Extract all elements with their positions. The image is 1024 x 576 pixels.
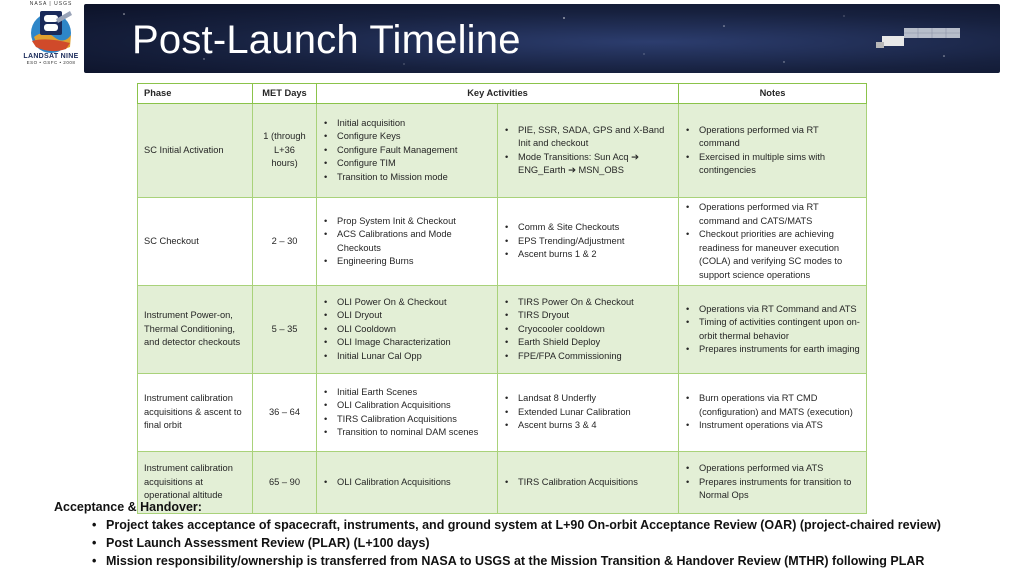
acceptance-handover-section — [54, 498, 1014, 570]
list-item: • Transition to nominal DAM scenes — [337, 426, 491, 440]
logo-top-text: NASA | USGS — [29, 1, 73, 7]
phase-cell: SC Initial Activation — [138, 104, 253, 198]
list-item: • Timing of activities contingent upon on-orbit thermal behavior — [699, 316, 860, 343]
list-item: • FPE/FPA Commissioning — [518, 350, 672, 364]
met-days-cell: 2 – 30 — [253, 198, 317, 286]
notes-cell — [679, 286, 867, 374]
list-item: • Operations performed via RT command and CATS/MATS — [699, 201, 860, 228]
list-item: • ACS Calibrations and Mode Checkouts — [337, 228, 491, 255]
list-item: • Configure Keys — [337, 130, 491, 144]
notes-cell — [679, 374, 867, 452]
table-row — [138, 286, 867, 374]
activities-cell — [317, 104, 498, 198]
list-item: • OLI Dryout — [337, 309, 491, 323]
list-item: • Operations performed via ATS — [699, 462, 860, 476]
column-header-key-activities: Key Activities — [317, 84, 679, 104]
activities-cell — [498, 374, 679, 452]
list-item: • Checkout priorities are achieving readiness for maneuver execution (COLA) and verifying SC modes to support science operations — [699, 228, 860, 282]
list-item: • Initial Earth Scenes — [337, 386, 491, 400]
list-item: • Transition to Mission mode — [337, 171, 491, 185]
phase-cell: Instrument calibration acquisitions at operational altitude — [138, 452, 253, 514]
list-item: • TIRS Calibration Acquisitions — [337, 413, 491, 427]
list-item: • Cryocooler cooldown — [518, 323, 672, 337]
list-item: • Mode Transitions: Sun Acq ➔ ENG_Earth ➔ MSN_OBS — [518, 151, 672, 178]
list-item: • Configure Fault Management — [337, 144, 491, 158]
list-item: • Instrument operations via ATS — [699, 419, 860, 433]
table-header-row — [138, 84, 867, 104]
activities-cell — [498, 286, 679, 374]
column-header-met-days: MET Days — [253, 84, 317, 104]
list-item: • EPS Trending/Adjustment — [518, 235, 672, 249]
met-days-cell: 36 – 64 — [253, 374, 317, 452]
logo-bottom-text: ESO • GSFC • 2008 — [26, 60, 76, 65]
logo-name: LANDSAT NINE — [23, 53, 79, 60]
list-item: • Mission responsibility/ownership is transferred from NASA to USGS at the Mission Transition & Handover Review (MTHR) following PLAR — [106, 552, 1014, 570]
column-header-notes: Notes — [679, 84, 867, 104]
landsat-logo — [18, 0, 84, 76]
list-item: • Initial acquisition — [337, 117, 491, 131]
list-item: • OLI Calibration Acquisitions — [337, 476, 491, 490]
list-item: • Operations performed via RT command — [699, 124, 860, 151]
list-item: • OLI Calibration Acquisitions — [337, 399, 491, 413]
activities-cell — [317, 374, 498, 452]
list-item: • Burn operations via RT CMD (configuration) and MATS (execution) — [699, 392, 860, 419]
page-title: Post-Launch Timeline — [132, 18, 521, 62]
activities-cell — [317, 198, 498, 286]
acceptance-list — [54, 516, 1014, 570]
activities-cell — [317, 286, 498, 374]
list-item: • Landsat 8 Underfly — [518, 392, 672, 406]
list-item: • OLI Power On & Checkout — [337, 296, 491, 310]
list-item: • Earth Shield Deploy — [518, 336, 672, 350]
table-row — [138, 374, 867, 452]
column-header-phase: Phase — [138, 84, 253, 104]
met-days-cell: 5 – 35 — [253, 286, 317, 374]
notes-cell — [679, 104, 867, 198]
phase-cell: SC Checkout — [138, 198, 253, 286]
list-item: • Prepares instruments for earth imaging — [699, 343, 860, 357]
list-item: • Comm & Site Checkouts — [518, 221, 672, 235]
list-item: • OLI Cooldown — [337, 323, 491, 337]
list-item: • TIRS Dryout — [518, 309, 672, 323]
list-item: • Operations via RT Command and ATS — [699, 303, 860, 317]
table-row — [138, 198, 867, 286]
notes-cell — [679, 198, 867, 286]
list-item: • Post Launch Assessment Review (PLAR) (L+100 days) — [106, 534, 1014, 552]
list-item: • Project takes acceptance of spacecraft, instruments, and ground system at L+90 On-orbit Acceptance Review (OAR) (project-chaired review) — [106, 516, 1014, 534]
list-item: • PIE, SSR, SADA, GPS and X-Band Init and checkout — [518, 124, 672, 151]
post-launch-timeline-table — [137, 83, 867, 514]
met-days-value: 1 (through L+36 hours) — [263, 131, 306, 169]
activities-cell — [498, 104, 679, 198]
list-item: • OLI Image Characterization — [337, 336, 491, 350]
list-item: • Prop System Init & Checkout — [337, 215, 491, 229]
landsat-logo-icon — [26, 7, 76, 55]
title-banner — [84, 4, 1000, 73]
list-item: • Exercised in multiple sims with contingencies — [699, 151, 860, 178]
list-item: • TIRS Power On & Checkout — [518, 296, 672, 310]
list-item: • Engineering Burns — [337, 255, 491, 269]
table-row — [138, 104, 867, 198]
satellite-icon — [874, 24, 964, 52]
list-item: • Ascent burns 3 & 4 — [518, 419, 672, 433]
phase-cell: Instrument Power-on, Thermal Conditioning, and detector checkouts — [138, 286, 253, 374]
list-item: • Extended Lunar Calibration — [518, 406, 672, 420]
activities-cell — [498, 198, 679, 286]
list-item: • Initial Lunar Cal Opp — [337, 350, 491, 364]
met-days-cell: 65 – 90 — [253, 452, 317, 514]
phase-cell: Instrument calibration acquisitions & ascent to final orbit — [138, 374, 253, 452]
acceptance-heading: Acceptance & Handover: — [54, 500, 202, 514]
list-item: • Prepares instruments for transition to Normal Ops — [699, 476, 860, 503]
list-item: • Ascent burns 1 & 2 — [518, 248, 672, 262]
met-days-cell — [253, 104, 317, 198]
list-item: • TIRS Calibration Acquisitions — [518, 476, 672, 490]
list-item: • Configure TIM — [337, 157, 491, 171]
